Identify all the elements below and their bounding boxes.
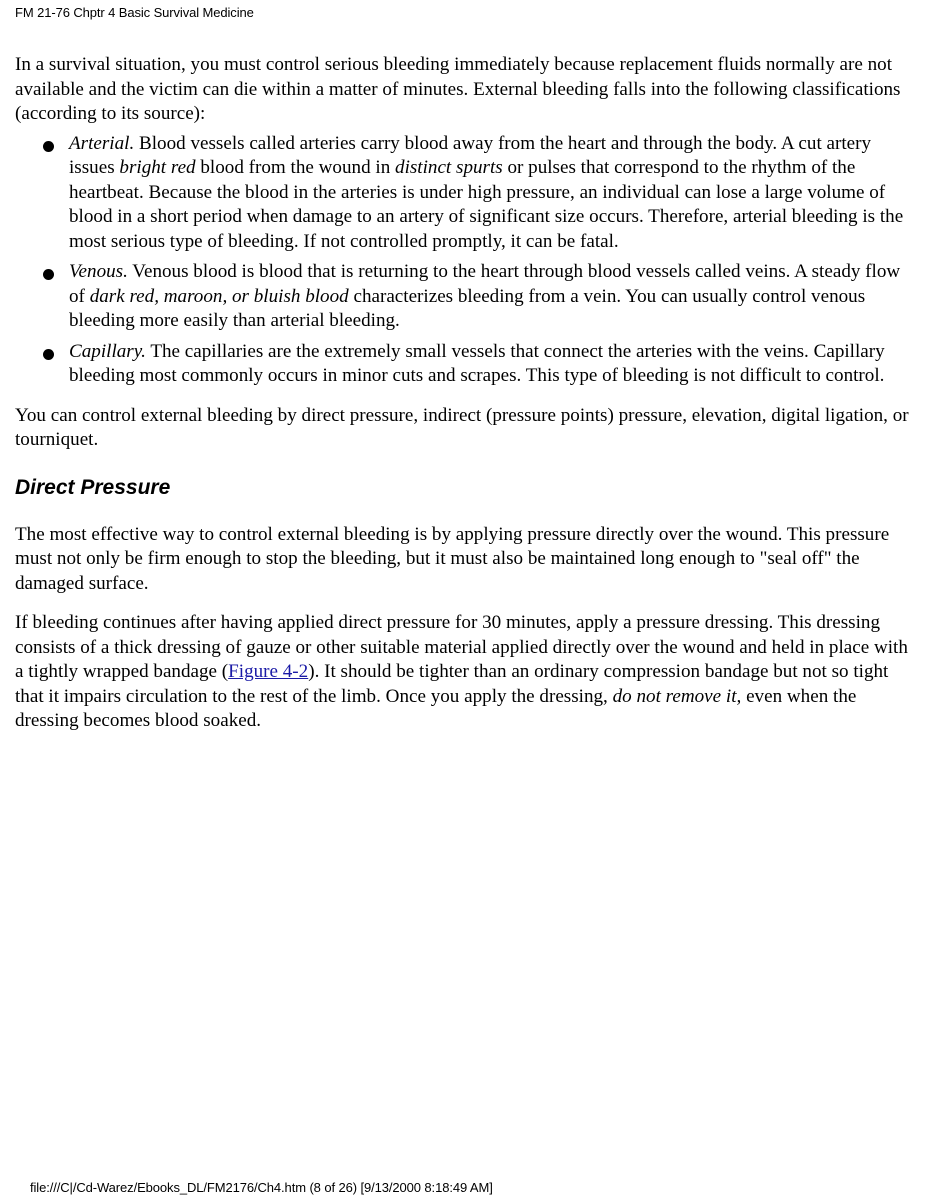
figure-4-2-link[interactable]: Figure 4-2 [228, 661, 309, 682]
direct-pressure-paragraph-2 [15, 611, 915, 734]
arterial-text-2: blood from the wound in [195, 157, 396, 178]
arterial-emphasis-1: bright red [119, 157, 196, 178]
term-capillary: Capillary. [69, 340, 146, 362]
page-footer-url: file:///C|/Cd-Warez/Ebooks_DL/FM2176/Ch4.htm (8 of 26) [9/13/2000 8:18:49 AM] [30, 1180, 493, 1195]
bullet-icon [43, 349, 54, 360]
arterial-emphasis-2: distinct spurts [395, 157, 503, 178]
venous-text-2: characterizes bleeding from a vein. You can usually control venous bleeding more easily than arterial bleeding. [69, 285, 866, 331]
page-header-title: FM 21-76 Chptr 4 Basic Survival Medicine [15, 5, 254, 20]
paragraph-2-emphasis: do not remove it, [612, 685, 742, 707]
venous-emphasis-1: dark red, maroon, or bluish blood [89, 285, 349, 307]
intro-paragraph: In a survival situation, you must control serious bleeding immediately because replacement fluids normally are not available and the victim can die within a matter of minutes. External bleeding falls into the following classifications (according to its source): [15, 54, 901, 124]
direct-pressure-paragraph-1: The most effective way to control external bleeding is by applying pressure directly over the wound. This pressure must not only be firm enough to stop the bleeding, but it must also be maintained long enough to "seal off" the damaged surface. [15, 523, 890, 594]
capillary-text-1: The capillaries are the extremely small vessels that connect the arteries with the veins. Capillary bleeding most commonly occurs in minor cuts and scrapes. This type of bleeding is not difficult to control. [69, 340, 885, 386]
bullet-icon [43, 269, 54, 280]
term-venous: Venous. [69, 261, 128, 282]
arterial-text-3: or pulses that correspond to the rhythm of the heartbeat. Because the blood in the arteries is under high pressure, an individual can lose a large volume of blood in a short period when damage to an artery of significant size occurs. Therefore, arterial bleeding is the most serious type of bleeding. If not controlled promptly, it can be fatal. [69, 157, 904, 252]
bleeding-classification-list [15, 132, 915, 389]
paragraph-2-text-a: If bleeding continues after having applied direct pressure for 30 minutes, apply a pressure dressing. This dressing consists of a thick dressing of gauze or other suitable material applied directly over the wound and held in place with a tightly wrapped bandage ( [15, 612, 908, 682]
arterial-text-1: Blood vessels called arteries carry blood away from the heart and through the body. A cut artery issues [69, 132, 872, 178]
paragraph-2-text-c: even when the dressing becomes blood soaked. [15, 685, 857, 731]
document-body [15, 53, 915, 734]
list-item-arterial [15, 132, 915, 255]
bullet-icon [43, 141, 54, 152]
list-item-venous [15, 260, 915, 334]
section-heading-direct-pressure: Direct Pressure [15, 475, 171, 499]
list-item-capillary [15, 340, 915, 389]
venous-text-1: Venous blood is blood that is returning to the heart through blood vessels called veins. A steady flow of [69, 261, 901, 307]
paragraph-2-text-b: ). It should be tighter than an ordinary compression bandage but not so tight that it impairs circulation to the rest of the limb. Once you apply the dressing, [15, 661, 889, 707]
control-methods-paragraph: You can control external bleeding by direct pressure, indirect (pressure points) pressure, elevation, digital ligation, or tourniquet. [15, 404, 909, 450]
term-arterial: Arterial. [69, 132, 135, 154]
